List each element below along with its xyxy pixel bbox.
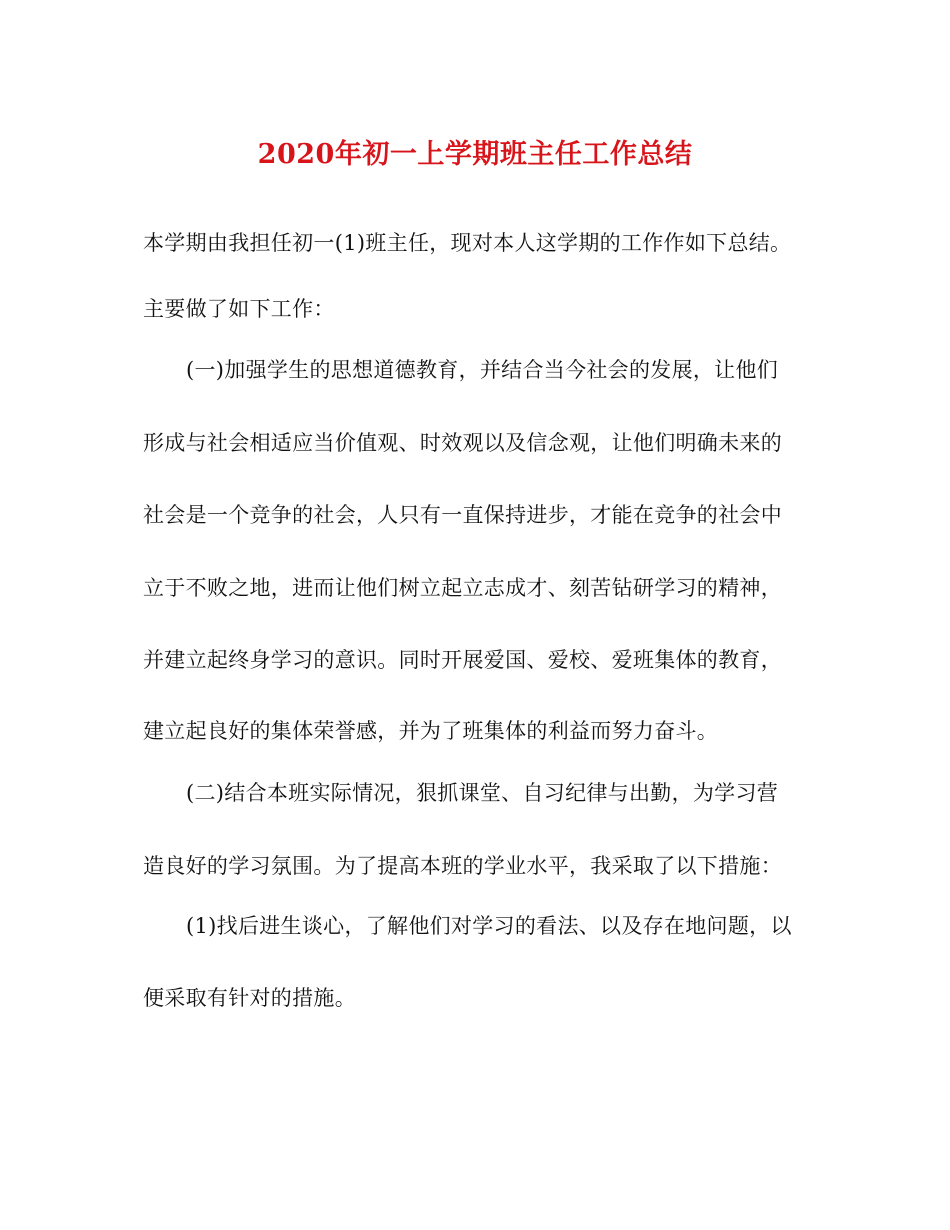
body-line: (1)找后进生谈心，了解他们对学习的看法、以及存在地问题，以	[186, 914, 792, 938]
body-line: 本学期由我担任初一(1)班主任，现对本人这学期的工作作如下总结。	[143, 231, 792, 255]
body-line: 并建立起终身学习的意识。同时开展爱国、爱校、爱班集体的教育，	[143, 648, 782, 672]
body-line: 形成与社会相适应当价值观、时效观以及信念观，让他们明确未来的	[143, 431, 782, 455]
document-title: 2020年初一上学期班主任工作总结	[257, 139, 693, 170]
body-line: 主要做了如下工作：	[143, 297, 335, 321]
body-line: (一)加强学生的思想道德教育，并结合当今社会的发展，让他们	[186, 358, 779, 382]
body-line: 便采取有针对的措施。	[143, 986, 356, 1010]
body-line: 立于不败之地，进而让他们树立起立志成才、刻苦钻研学习的精神，	[143, 576, 782, 600]
body-line: 社会是一个竞争的社会，人只有一直保持进步，才能在竞争的社会中	[143, 503, 782, 527]
body-line: 建立起良好的集体荣誉感，并为了班集体的利益而努力奋斗。	[143, 719, 719, 743]
body-line: 造良好的学习氛围。为了提高本班的学业水平，我采取了以下措施：	[143, 854, 782, 878]
body-line: (二)结合本班实际情况，狠抓课堂、自习纪律与出勤，为学习营	[186, 781, 779, 805]
